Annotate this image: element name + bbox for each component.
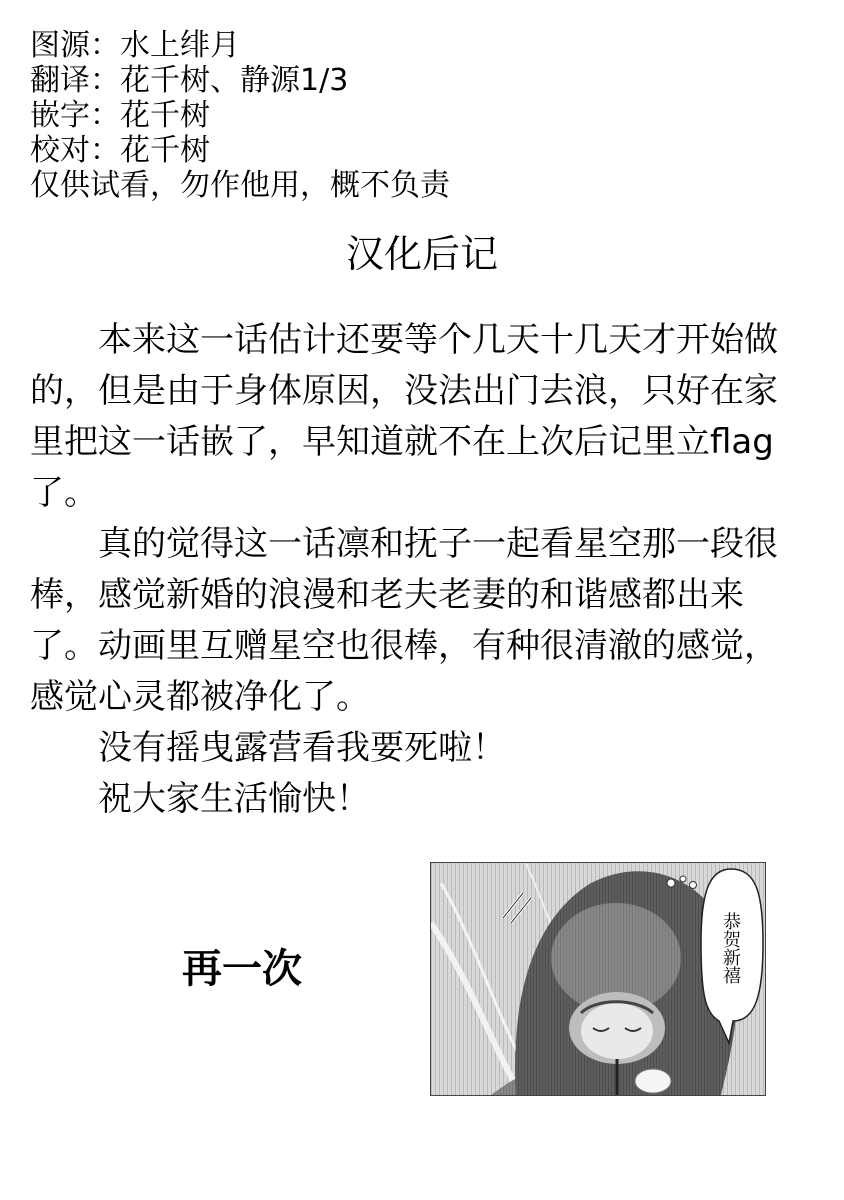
credit-translation: 翻译：花千树、静源1/3 <box>30 63 349 98</box>
afterword-paragraph: 真的觉得这一话凛和抚子一起看星空那一段很棒，感觉新婚的浪漫和老夫老妻的和谐感都出来了。动画里互赠星空也很棒，有种很清澈的感觉，感觉心灵都被净化了。 <box>30 524 778 717</box>
credit-source: 图源：水上绯月 <box>30 28 240 63</box>
credit-typesetting: 嵌字：花千树 <box>30 98 210 133</box>
again-label: 再一次 <box>182 946 302 992</box>
afterword-paragraph: 本来这一话估计还要等个几天十几天才开始做的，但是由于身体原因，没法出门去浪，只好在家里把这一话嵌了，早知道就不在上次后记里立flag了。 <box>30 320 778 513</box>
credit-disclaimer: 仅供试看，勿作他用，概不负责 <box>30 168 450 203</box>
afterword-paragraph: 没有摇曳露营看我要死啦！ <box>98 728 506 768</box>
speech-bubble-text: 恭贺新禧 <box>720 912 741 984</box>
afterword-body <box>30 315 790 825</box>
credits-block <box>30 28 450 203</box>
credit-proofreading: 校对：花千树 <box>30 133 210 168</box>
afterword-paragraph: 祝大家生活愉快！ <box>98 779 370 819</box>
afterword-title: 汉化后记 <box>345 232 498 276</box>
